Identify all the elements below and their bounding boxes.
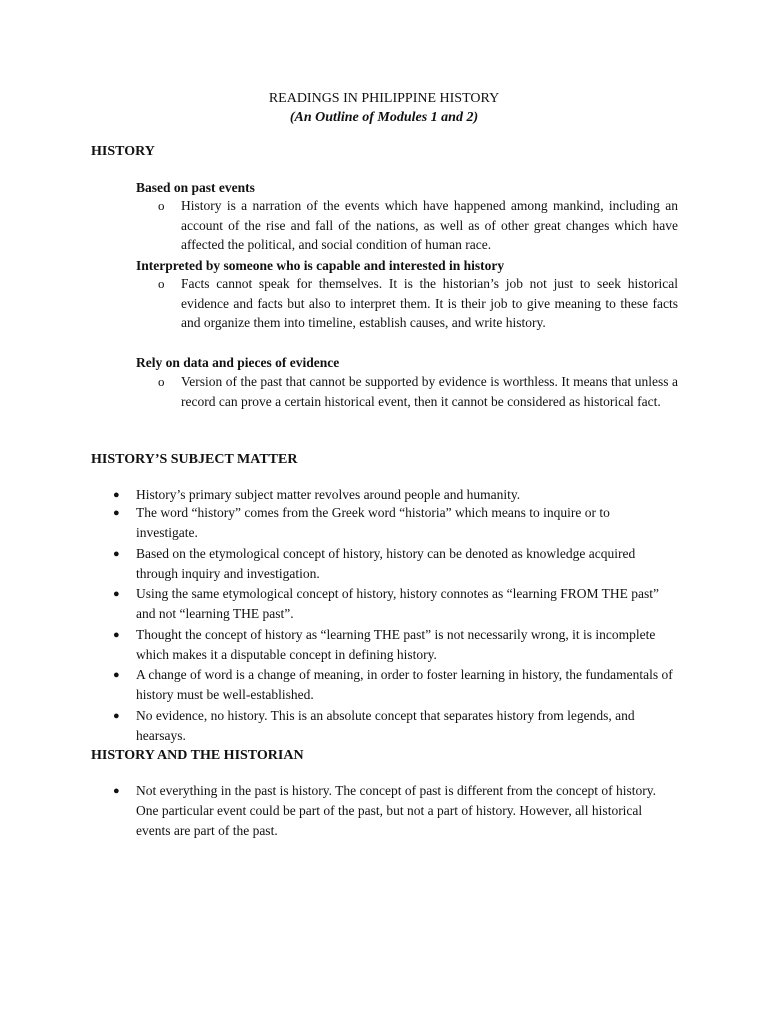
- sub-item-interpreted: [158, 274, 678, 333]
- list-item: [113, 503, 673, 543]
- bullet-marker: ●: [113, 548, 120, 560]
- list-item-text: Thought the concept of history as “learning THE past” is not necessarily wrong, it is incomplete which makes it a disputable concept in defining history.: [136, 627, 656, 662]
- list-item-text: The word “history” comes from the Greek word “historia” which means to inquire or to investigate.: [136, 505, 610, 540]
- section-heading-history: HISTORY: [91, 144, 155, 159]
- list-item: [113, 625, 673, 665]
- bullet-marker: ●: [113, 489, 120, 501]
- list-item-text: A change of word is a change of meaning, in order to foster learning in history, the fundamentals of history must be well-established.: [136, 667, 673, 702]
- list-item: [113, 706, 673, 746]
- bullet-marker: ●: [113, 629, 120, 641]
- list-item-text: No evidence, no history. This is an absolute concept that separates history from legends, and hearsays.: [136, 708, 635, 743]
- list-item: [113, 665, 673, 705]
- document-title: READINGS IN PHILIPPINE HISTORY: [268, 91, 500, 106]
- list-marker: o: [158, 198, 165, 213]
- list-item-text: Based on the etymological concept of history, history can be denoted as knowledge acquired through inquiry and investigation.: [136, 546, 636, 581]
- document-subtitle: (An Outline of Modules 1 and 2): [289, 110, 479, 125]
- bullet-marker: ●: [113, 507, 120, 519]
- bullet-marker: ●: [113, 785, 120, 797]
- list-item: [113, 781, 673, 841]
- list-item: [113, 485, 673, 505]
- list-marker: o: [158, 276, 165, 291]
- sub-item-rely-on-data: [158, 372, 678, 411]
- bullet-marker: ●: [113, 710, 120, 722]
- section-heading-subject-matter: HISTORY’S SUBJECT MATTER: [91, 452, 298, 467]
- list-item: [113, 584, 673, 624]
- sub-item-text: History is a narration of the events which have happened among mankind, including an account of the rise and fall of the nations, as well as of other great changes which have affected the political, and social condition of human race.: [181, 198, 678, 252]
- sub-item-text: Facts cannot speak for themselves. It is the historian’s job not just to seek historical evidence and facts but also to interpret them. It is their job to give meaning to these facts and organize them into timeline, establish causes, and write history.: [181, 276, 678, 330]
- bullet-marker: ●: [113, 669, 120, 681]
- list-marker: o: [158, 374, 165, 389]
- list-item-text: Using the same etymological concept of history, history connotes as “learning FROM THE past” and not “learning THE past”.: [136, 586, 660, 621]
- list-item: [113, 544, 673, 584]
- subheading-based-on-past-events: Based on past events: [136, 180, 255, 195]
- bullet-marker: ●: [113, 588, 120, 600]
- section-heading-historian: HISTORY AND THE HISTORIAN: [91, 748, 304, 763]
- subheading-interpreted: Interpreted by someone who is capable and interested in history: [136, 258, 505, 273]
- list-item-text: Not everything in the past is history. The concept of past is different from the concept of history. One particular event could be part of the past, but not a part of history. However, all historical events are part of the past.: [136, 783, 657, 838]
- sub-item-text: Version of the past that cannot be supported by evidence is worthless. It means that unless a record can prove a certain historical event, then it cannot be considered as historical fact.: [181, 374, 678, 409]
- list-item-text: History’s primary subject matter revolves around people and humanity.: [136, 487, 521, 502]
- sub-item-past-events: [158, 196, 678, 255]
- subheading-rely-on-data: Rely on data and pieces of evidence: [136, 355, 340, 370]
